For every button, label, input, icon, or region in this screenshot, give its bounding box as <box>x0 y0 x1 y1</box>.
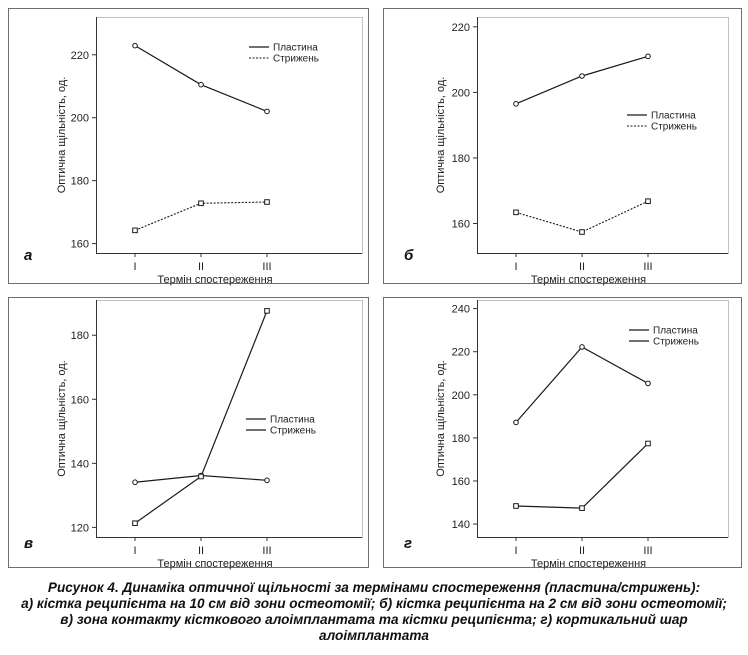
chart-panel-2 <box>384 9 742 287</box>
data-point <box>580 230 585 235</box>
y-tick-label: 200 <box>70 112 89 125</box>
panel-letter: б <box>404 247 414 264</box>
data-point <box>199 474 204 479</box>
y-tick-label: 140 <box>70 458 89 471</box>
data-point <box>580 74 585 79</box>
data-point <box>265 309 270 314</box>
y-tick-label: 220 <box>451 21 470 34</box>
data-point <box>199 82 204 87</box>
legend-label: Пластина <box>270 414 315 426</box>
figure-caption <box>0 580 748 644</box>
x-tick-label: I <box>133 261 137 273</box>
y-tick-label: 180 <box>451 152 470 165</box>
data-point <box>646 54 651 59</box>
y-axis-label: Оптична щільність, од. <box>435 76 447 194</box>
plot-area <box>478 18 729 254</box>
caption-line-2: а) кістка реципієнта на 10 см від зони остеотомії; б) кістка реципієнта на 2 см від зони остеотомії; <box>21 596 727 611</box>
legend-label: Пластина <box>653 325 698 337</box>
data-point <box>514 420 519 425</box>
y-tick-label: 160 <box>451 475 470 488</box>
data-point <box>580 506 585 511</box>
y-axis-label: Оптична щільність, од. <box>56 360 68 477</box>
plot-area <box>97 18 363 254</box>
x-tick-label: III <box>643 545 653 557</box>
series-line-stryzhen <box>135 202 267 230</box>
x-tick-label: II <box>197 545 205 557</box>
x-tick-label: II <box>197 261 205 273</box>
y-tick-label: 220 <box>70 49 89 62</box>
x-tick-label: I <box>133 545 137 557</box>
y-tick-label: 120 <box>70 522 89 535</box>
plot-area <box>97 301 363 538</box>
series-line-stryzhen <box>135 311 267 523</box>
series-line-stryzhen <box>516 201 648 232</box>
legend-label: Стрижень <box>651 121 697 133</box>
y-tick-label: 180 <box>451 432 470 445</box>
x-tick-label: I <box>514 261 518 273</box>
data-point <box>133 228 138 233</box>
y-tick-label: 160 <box>451 218 470 231</box>
data-point <box>265 478 270 483</box>
x-axis-label: Термін спостереження <box>157 274 273 286</box>
chart-panel-4 <box>384 298 742 571</box>
x-tick-label: III <box>643 261 653 273</box>
caption-line-3: в) зона контакту кісткового алоімплантата та кістки реципієнта; г) кортикальний шар <box>60 612 688 627</box>
legend-label: Стрижень <box>270 425 316 437</box>
data-point <box>133 480 138 485</box>
panel-letter: в <box>24 535 34 552</box>
data-point <box>646 199 651 204</box>
legend-label: Пластина <box>273 42 318 54</box>
x-tick-label: I <box>514 545 518 557</box>
data-point <box>514 210 519 215</box>
x-tick-label: II <box>578 545 586 557</box>
y-tick-label: 160 <box>70 394 89 407</box>
y-tick-label: 220 <box>451 346 470 359</box>
y-tick-label: 140 <box>451 519 470 532</box>
legend-label: Стрижень <box>273 53 319 65</box>
data-point <box>265 200 270 205</box>
data-point <box>514 102 519 107</box>
series-line-plastyna <box>516 56 648 104</box>
x-axis-label: Термін спостереження <box>530 558 647 570</box>
x-tick-label: II <box>578 261 586 273</box>
y-axis-label: Оптична щільність, од. <box>435 360 447 477</box>
panel-letter: а <box>24 247 33 264</box>
y-tick-label: 200 <box>451 389 470 402</box>
data-point <box>133 43 138 48</box>
y-tick-label: 240 <box>451 303 470 316</box>
x-axis-label: Термін спостереження <box>530 274 647 286</box>
series-line-plastyna <box>516 347 648 422</box>
data-point <box>133 521 138 526</box>
data-point <box>199 201 204 206</box>
legend-label: Пластина <box>651 110 696 122</box>
data-point <box>580 345 585 350</box>
y-tick-label: 160 <box>70 238 89 251</box>
x-axis-label: Термін спостереження <box>157 558 273 570</box>
y-axis-label: Оптична щільність, од. <box>56 76 68 194</box>
legend-label: Стрижень <box>653 336 699 348</box>
data-point <box>646 381 651 386</box>
data-point <box>514 504 519 509</box>
series-line-plastyna <box>135 46 267 112</box>
data-point <box>646 441 651 446</box>
x-tick-label: III <box>262 261 272 273</box>
data-point <box>265 109 270 114</box>
x-tick-label: III <box>262 545 272 557</box>
y-tick-label: 180 <box>70 330 89 343</box>
chart-panel-1 <box>9 9 369 287</box>
caption-line-4: алоімплантата <box>319 628 429 643</box>
panel-letter: г <box>404 535 413 552</box>
y-tick-label: 180 <box>70 175 89 188</box>
series-line-stryzhen <box>516 443 648 508</box>
caption-line-1: Рисунок 4. Динаміка оптичної щільності за термінами спостереження (пластина/стрижень): <box>47 580 701 595</box>
chart-panel-3 <box>9 298 369 571</box>
y-tick-label: 200 <box>451 87 470 100</box>
